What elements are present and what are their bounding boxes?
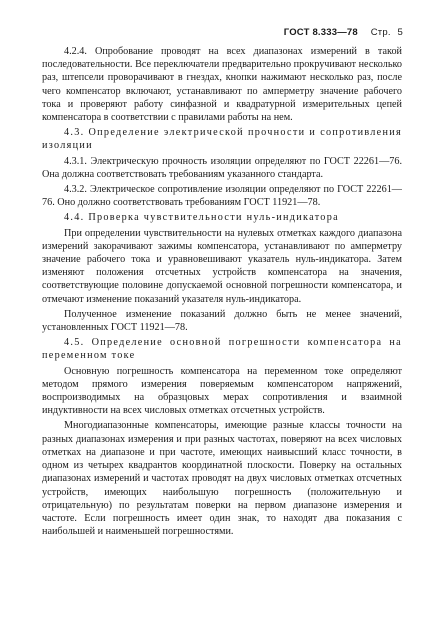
paragraph-4-3-2: 4.3.2. Электрическое сопротивление изоляции определяют по ГОСТ 22261—76. Оно должно соответствовать требованиям ГОСТ 11921—78. [42, 184, 402, 209]
paragraph-basic-error: Основную погрешность компенсатора на переменном токе определяют методом прямого измерения поверяемым компенсатором напряжений, воспроизводимых на образцовых мерах сопротивления и взаимной индуктивности на всех числовых отметках отсчетных устройств. [42, 365, 402, 417]
page-label: Стр. [370, 27, 391, 38]
paragraph-multirange: Многодиапазонные компенсаторы, имеющие разные классы точности на разных диапазонах измерения и при разных частотах, поверяют на всех числовых отметках на диапазоне и при частоте, имеющих наивысший класс точности, в одном из четырех квадрантов координатной плоскости. Поверку на остальных диапазонах измерений и частотах проводят на двух числовых отметках отсчетных устройств, имеющих наибольшую погрешность (положительную и отрицательную) по результатам поверки на первом диапазоне измерения и частоте. Если погрешность имеет один знак, то находят два показания с наибольшей и наименьшей погрешностями. [42, 420, 402, 538]
section-heading-4-3: 4.3. Определение электрической прочности и сопротивления изоляции [42, 127, 402, 152]
page-header [284, 27, 403, 38]
paragraph-sensitivity-result: Полученное изменение показаний должно быть не менее значений, установленных ГОСТ 11921—78. [42, 308, 402, 334]
paragraph-sensitivity: При определении чувствительности на нулевых отметках каждого диапазона измерений закорачивают зажимы компенсатора, устанавливают по амперметру значение рабочего тока и уравновешивают указатель нуль-индикатора. Затем изменяют положения отсчетных устройств компенсатора на значения, соответствующие половине допускаемой основной погрешности компенсатора, и отмечают изменение показаний указателя нуль-индикатора. [42, 227, 402, 305]
standard-number: ГОСТ 8.333—78 [283, 27, 358, 38]
document-body [42, 45, 402, 540]
section-heading-4-5: 4.5. Определение основной погрешности компенсатора на переменном токе [42, 337, 402, 362]
paragraph-4-2-4: 4.2.4. Опробование проводят на всех диапазонах измерений в такой последовательности. Все переключатели предварительно прокручивают несколько раз, штепсели проворачивают в гнездах, кнопки нажимают несколько раз, после чего компенсатор включают, устанавливают по амперметру значение рабочего тока и проверяют работу синфазной и квадратурной измерительных цепей компенсатора в соответствии с правилами работы на нем. [42, 46, 402, 124]
section-heading-4-4: 4.4. Проверка чувствительности нуль-индикатора [64, 212, 339, 224]
paragraph-4-3-1: 4.3.1. Электрическую прочность изоляции определяют по ГОСТ 22261—76. Она должна соответствовать требованиям указанного стандарта. [42, 155, 402, 180]
page-number: 5 [397, 27, 403, 38]
